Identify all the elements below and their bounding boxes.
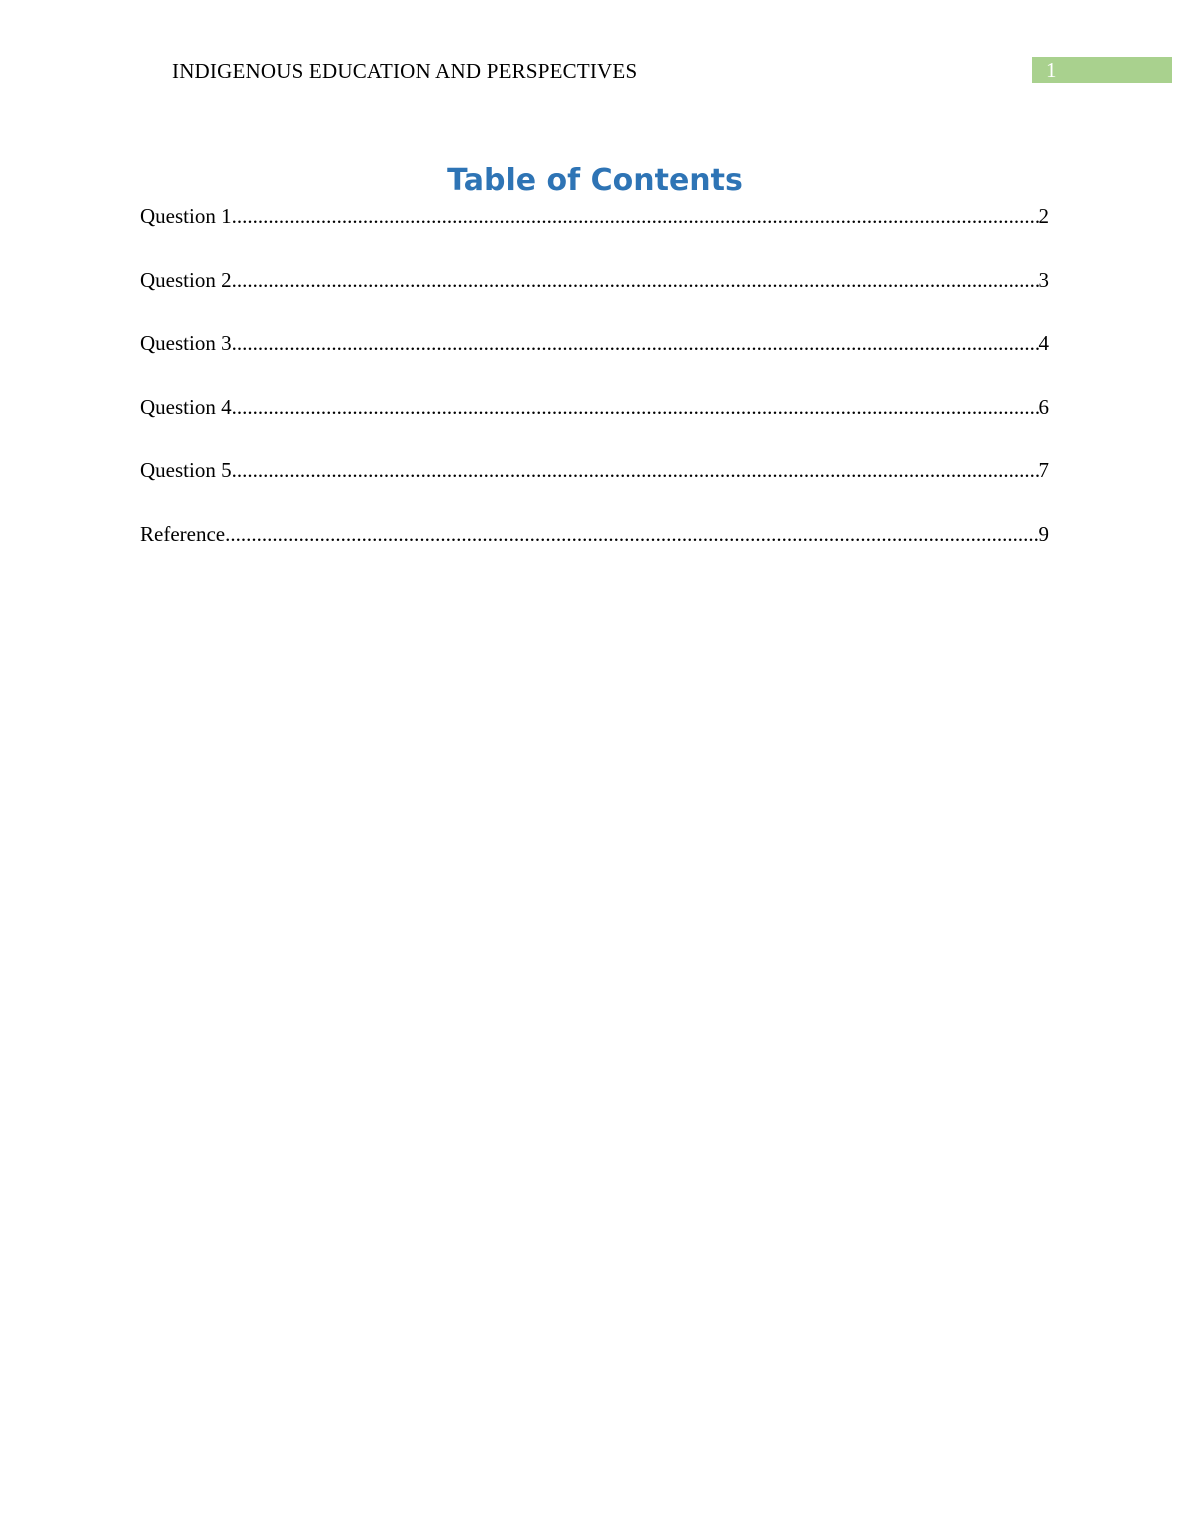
page-number: 1: [1046, 58, 1057, 82]
toc-dot-leader: [232, 456, 1039, 484]
toc-entry-reference[interactable]: [140, 520, 1049, 584]
toc-entry-page: 4: [1038, 331, 1049, 355]
toc-entry-question-4[interactable]: [140, 393, 1049, 457]
toc-dot-leader: [232, 202, 1039, 230]
toc-entry-page: 7: [1038, 458, 1049, 482]
toc-entry-page: 6: [1038, 394, 1049, 419]
toc-entry-page: 9: [1038, 521, 1049, 546]
toc-dot-leader: [232, 266, 1039, 294]
toc-entry-question-3[interactable]: [140, 329, 1049, 393]
toc-dot-leader: [225, 520, 1038, 548]
toc-entry-label: Question 5: [140, 458, 232, 482]
toc-entry-label: Reference: [140, 521, 226, 546]
toc-entry-question-2[interactable]: [140, 266, 1049, 330]
toc-entry-label: Question 2: [140, 267, 232, 292]
toc-entry-question-1[interactable]: [140, 202, 1049, 266]
toc-entry-question-5[interactable]: [140, 456, 1049, 520]
toc-list: [140, 202, 1049, 583]
toc-dot-leader: [232, 393, 1039, 421]
toc-entry-page: 2: [1038, 204, 1049, 228]
page-number-badge: [1032, 57, 1172, 83]
toc-heading: Table of Contents: [447, 163, 743, 198]
toc-entry-page: 3: [1038, 267, 1049, 292]
toc-dot-leader: [232, 329, 1039, 357]
toc-entry-label: Question 4: [140, 394, 232, 419]
toc-entry-label: Question 1: [140, 204, 232, 228]
toc-entry-label: Question 3: [140, 331, 232, 355]
running-header-title: INDIGENOUS EDUCATION AND PERSPECTIVES: [172, 59, 638, 83]
